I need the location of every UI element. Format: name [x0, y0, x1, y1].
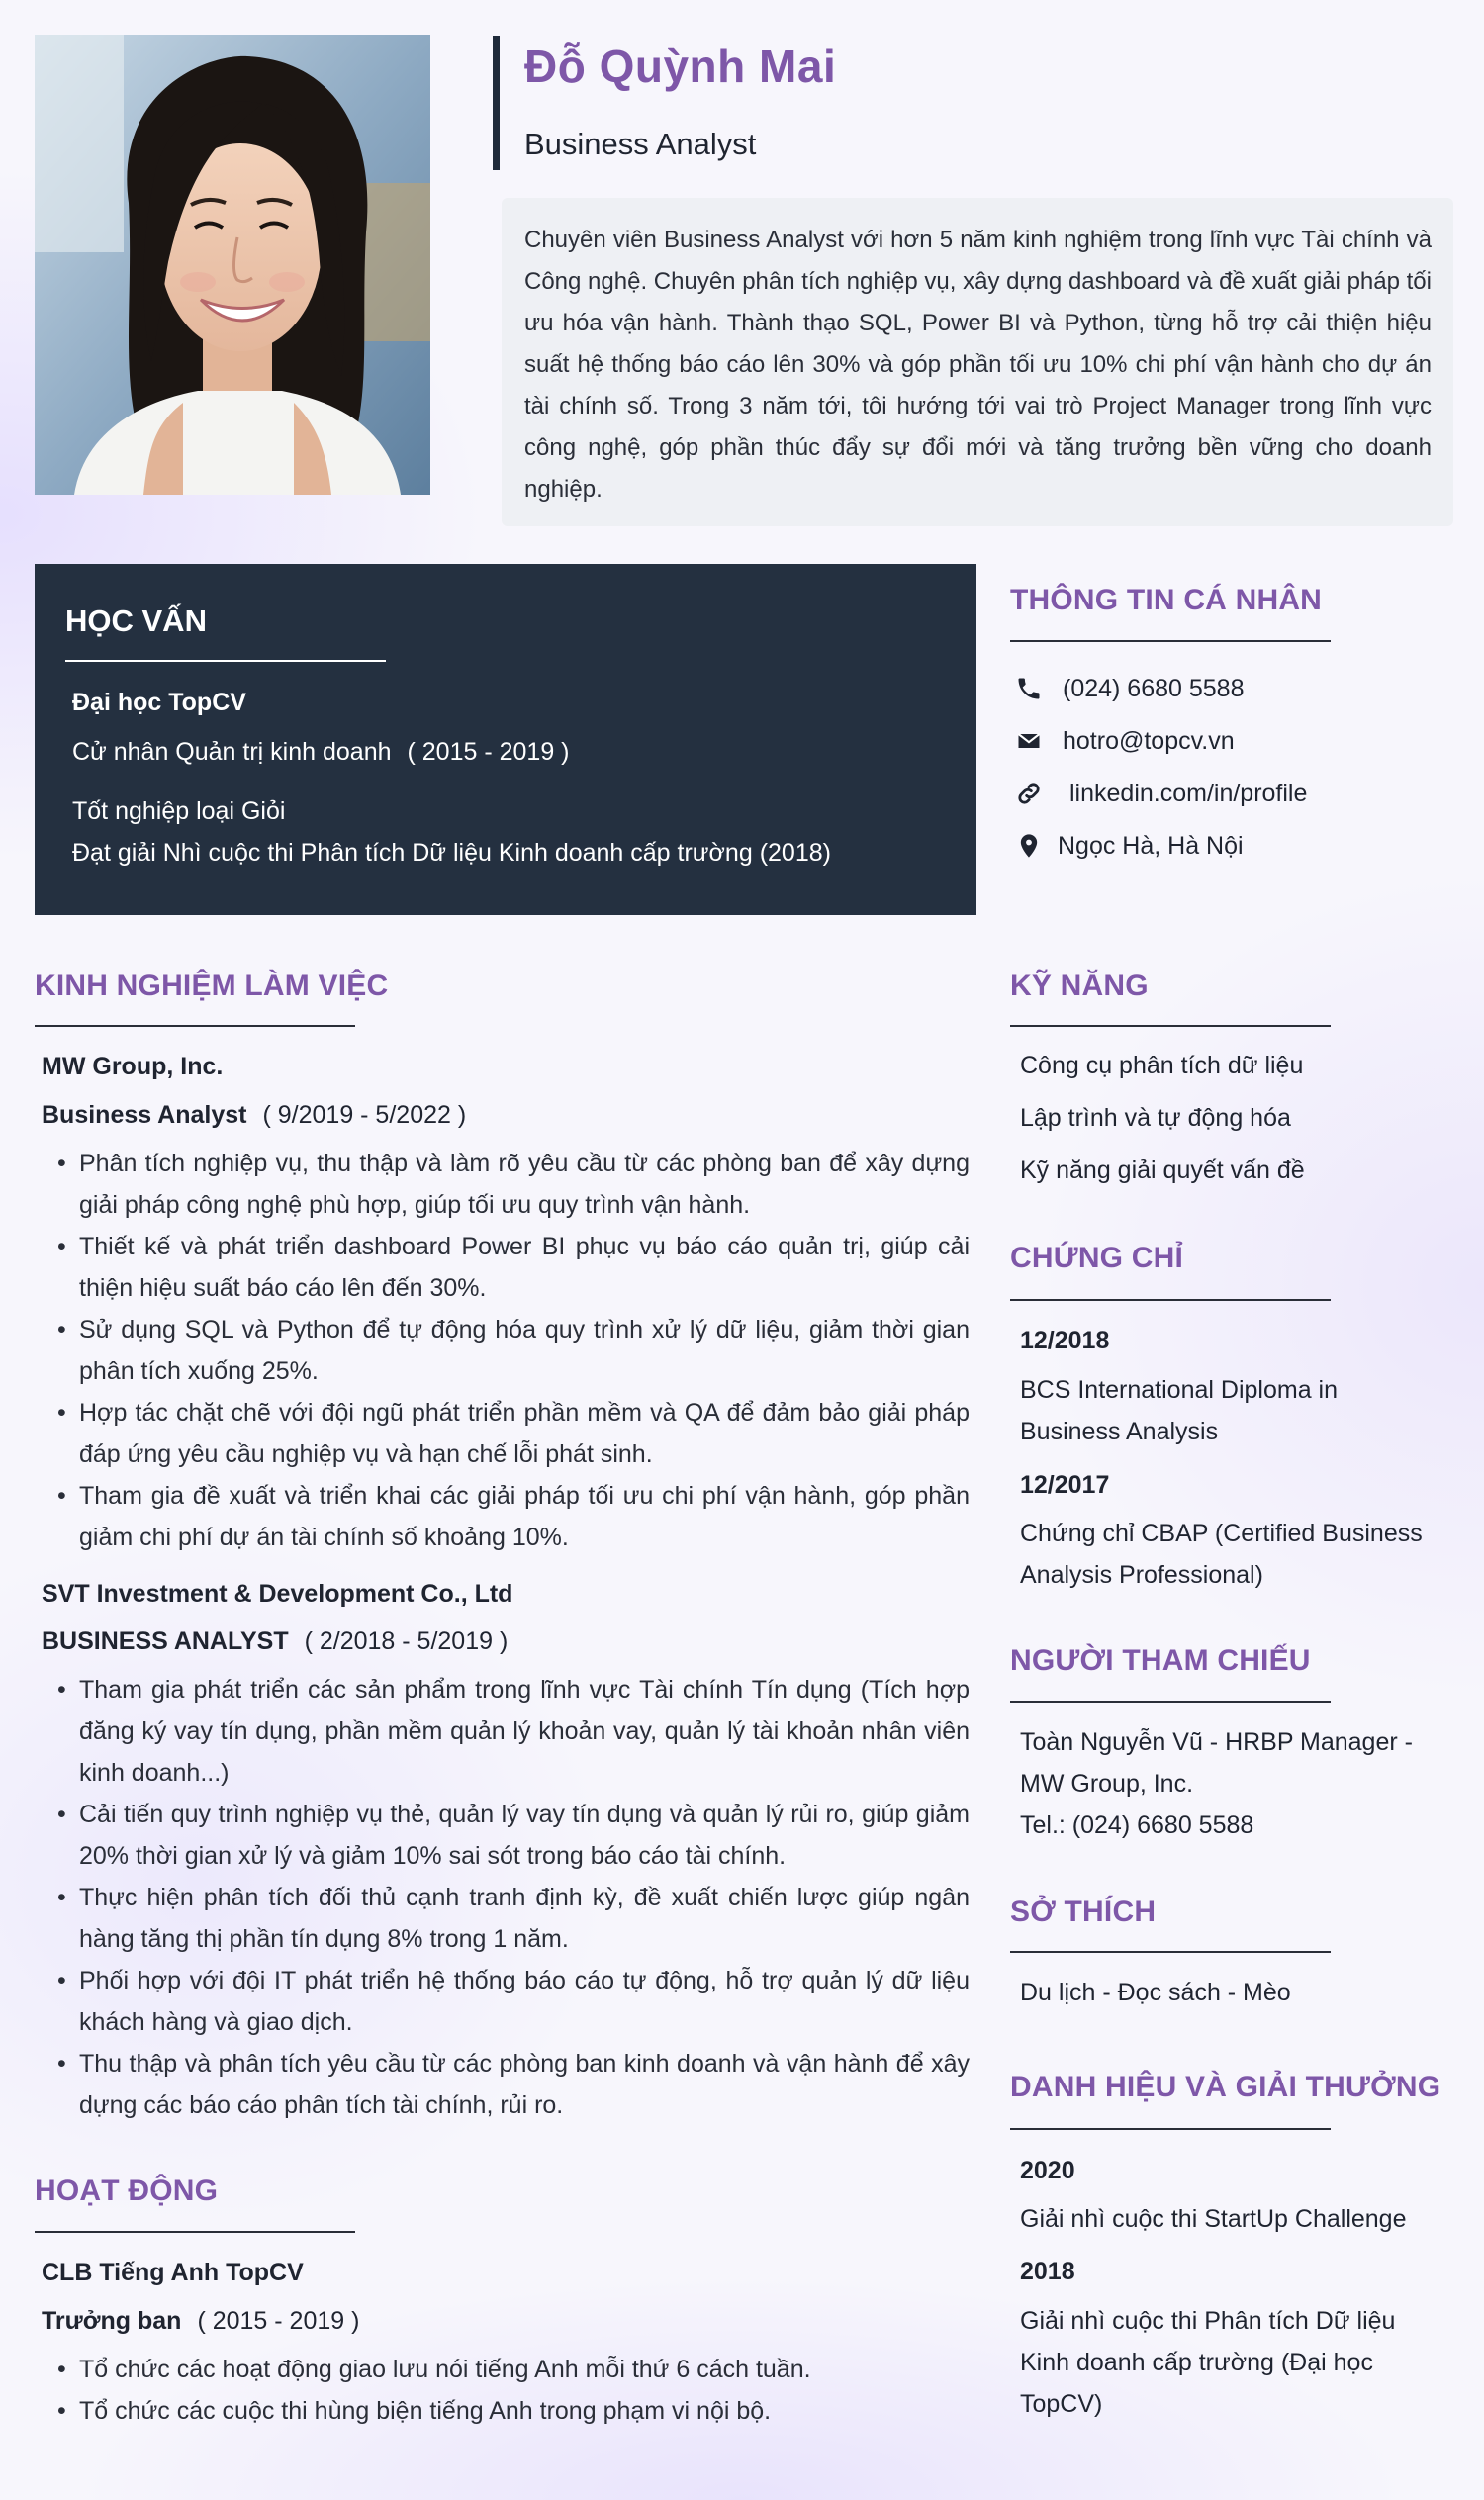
hobbies-text: Du lịch - Đọc sách - Mèo [1020, 1979, 1291, 2006]
activities-heading-underline [35, 2231, 355, 2233]
education-heading: HỌC VẤN [65, 603, 207, 638]
job-bullet: • Phối hợp với đội IT phát triển hệ thống báo cáo tự động, hỗ trợ quản lý dữ liệu khách hàng và giao dịch. [57, 1960, 970, 2043]
education-heading-underline [65, 660, 386, 662]
activity-bullets [57, 2349, 970, 2432]
candidate-name: Đỗ Quỳnh Mai [524, 41, 837, 92]
job-company: MW Group, Inc. [42, 1053, 224, 1080]
activity-role: Trưởng ban [42, 2307, 182, 2335]
job-bullets [57, 1143, 970, 1558]
award-name: Giải nhì cuộc thi StartUp Challenge [1020, 2205, 1407, 2233]
job-bullet: • Hợp tác chặt chẽ với đội ngũ phát triển phần mềm và QA để đảm bảo giải pháp đáp ứng yêu cầu nghiệp vụ và hạn chế lỗi phát sinh. [57, 1392, 970, 1475]
contact-heading-underline [1010, 640, 1331, 642]
awards-heading-underline [1010, 2128, 1331, 2130]
job-bullet: • Tham gia đề xuất và triển khai các giải pháp tối ưu chi phí vận hành, góp phần giảm chi phí dự án tài chính số khoảng 10%. [57, 1475, 970, 1558]
candidate-title: Business Analyst [524, 127, 757, 161]
job-bullet: • Tham gia phát triển các sản phẩm trong lĩnh vực Tài chính Tín dụng (Tích hợp đăng ký vay tín dụng, phần mềm quản lý khoản vay, quản lý tài khoản nhân viên kinh doanh...) [57, 1669, 970, 1794]
certificate-date: 12/2018 [1020, 1327, 1110, 1354]
education-school: Đại học TopCV [72, 689, 246, 716]
hobbies-heading: SỞ THÍCH [1010, 1896, 1157, 1928]
job-bullet: • Thiết kế và phát triển dashboard Power BI phục vụ báo cáo quản trị, giúp cải thiện hiệu suất báo cáo lên đến 30%. [57, 1226, 970, 1309]
certificates-heading: CHỨNG CHỈ [1010, 1242, 1184, 1274]
contact-email[interactable]: hotro@topcv.vn [1063, 727, 1235, 755]
activity-role-row [42, 2307, 359, 2336]
job-company: SVT Investment & Development Co., Ltd [42, 1580, 513, 1608]
award-name: Giải nhì cuộc thi Phân tích Dữ liệu Kinh doanh cấp trường (Đại học TopCV) [1020, 2307, 1396, 2418]
education-degree: Cử nhân Quản trị kinh doanh [72, 738, 392, 766]
certificates-heading-underline [1010, 1299, 1331, 1301]
skills-heading: KỸ NĂNG [1010, 970, 1149, 1002]
award-year: 2020 [1020, 2157, 1075, 2184]
job-bullet: • Cải tiến quy trình nghiệp vụ thẻ, quản lý vay tín dụng và quản lý rủi ro, giúp giảm 20% thời gian xử lý và giảm 10% sai sót trong báo cáo tài chính. [57, 1794, 970, 1877]
skill-item: Kỹ năng giải quyết vấn đề [1020, 1157, 1305, 1184]
job-position-row [42, 1101, 466, 1130]
reference-phone: Tel.: (024) 6680 5588 [1020, 1811, 1254, 1839]
reference-person: Toàn Nguyễn Vũ - HRBP Manager - MW Group, Inc. [1020, 1728, 1413, 1798]
award-year: 2018 [1020, 2258, 1075, 2285]
skills-heading-underline [1010, 1025, 1331, 1027]
job-position: Business Analyst [42, 1101, 247, 1129]
job-bullet: • Phân tích nghiệp vụ, thu thập và làm rõ yêu cầu từ các phòng ban để xây dựng giải pháp công nghệ phù hợp, giúp tối ưu quy trình vận hành. [57, 1143, 970, 1226]
contact-linkedin[interactable]: linkedin.com/in/profile [1069, 780, 1308, 807]
link-icon [1015, 780, 1043, 807]
job-bullet: • Thực hiện phân tích đối thủ cạnh tranh định kỳ, đề xuất chiến lược giúp ngân hàng tăng thị phần tín dụng 8% trong 1 năm. [57, 1877, 970, 1960]
experience-heading: KINH NGHIỆM LÀM VIỆC [35, 970, 389, 1002]
skill-item: Công cụ phân tích dữ liệu [1020, 1052, 1304, 1079]
activity-period: ( 2015 - 2019 ) [197, 2307, 360, 2335]
job-bullets [57, 1669, 970, 2126]
name-accent-bar [493, 36, 500, 170]
contact-linkedin-row [1015, 774, 1431, 813]
education-period: ( 2015 - 2019 ) [407, 738, 570, 766]
certificate-name: BCS International Diploma in Business Analysis [1020, 1376, 1338, 1445]
certificate-name: Chứng chỉ CBAP (Certified Business Analysis Professional) [1020, 1520, 1423, 1589]
contact-phone-row [1015, 669, 1431, 708]
references-heading-underline [1010, 1701, 1331, 1703]
job-period: ( 9/2019 - 5/2022 ) [262, 1101, 467, 1129]
job-period: ( 2/2018 - 5/2019 ) [304, 1627, 509, 1655]
contact-phone: (024) 6680 5588 [1063, 675, 1245, 702]
contact-address: Ngọc Hà, Hà Nội [1058, 832, 1244, 860]
activity-bullet: • Tổ chức các hoạt động giao lưu nói tiếng Anh mỗi thứ 6 cách tuần. [57, 2349, 970, 2390]
mail-icon [1015, 727, 1043, 755]
activity-bullet: • Tổ chức các cuộc thi hùng biện tiếng Anh trong phạm vi nội bộ. [57, 2390, 970, 2432]
profile-photo [35, 35, 430, 495]
contact-email-row [1015, 721, 1431, 761]
phone-icon [1015, 675, 1043, 702]
awards-heading: DANH HIỆU VÀ GIẢI THƯỞNG [1010, 2071, 1441, 2103]
activity-organization: CLB Tiếng Anh TopCV [42, 2259, 304, 2286]
education-note: Tốt nghiệp loại Giỏi [72, 797, 286, 825]
skill-item: Lập trình và tự động hóa [1020, 1104, 1291, 1132]
certificate-date: 12/2017 [1020, 1471, 1110, 1499]
job-position: BUSINESS ANALYST [42, 1627, 289, 1655]
activities-heading: HOẠT ĐỘNG [35, 2175, 219, 2207]
contact-address-row [1015, 826, 1431, 866]
job-bullet: • Sử dụng SQL và Python để tự động hóa quy trình xử lý dữ liệu, giảm thời gian phân tích xuống 25%. [57, 1309, 970, 1392]
hobbies-heading-underline [1010, 1951, 1331, 1953]
location-pin-icon [1015, 832, 1043, 860]
job-bullet: • Thu thập và phân tích yêu cầu từ các phòng ban kinh doanh và vận hành để xây dựng các báo cáo phân tích tài chính, rủi ro. [57, 2043, 970, 2126]
career-summary: Chuyên viên Business Analyst với hơn 5 năm kinh nghiệm trong lĩnh vực Tài chính và Công nghệ. Chuyên phân tích nghiệp vụ, xây dựng dashboard và đề xuất giải pháp tối ưu hóa vận hành. Thành thạo SQL, Power BI và Python, từng hỗ trợ cải thiện hiệu suất hệ thống báo cáo lên 30% và góp phần tối ưu 10% chi phí vận hành cho dự án tài chính số. Trong 3 năm tới, tôi hướng tới vai trò Project Manager trong lĩnh vực công nghệ, góp phần thúc đẩy sự đổi mới và tăng trưởng bền vững cho doanh nghiệp. [502, 198, 1453, 526]
experience-heading-underline [35, 1025, 355, 1027]
education-note: Đạt giải Nhì cuộc thi Phân tích Dữ liệu Kinh doanh cấp trường (2018) [72, 839, 831, 867]
contact-heading: THÔNG TIN CÁ NHÂN [1010, 584, 1323, 616]
education-panel [35, 564, 976, 915]
references-heading: NGƯỜI THAM CHIẾU [1010, 1644, 1311, 1677]
job-position-row [42, 1627, 508, 1656]
education-degree-row [72, 738, 570, 767]
